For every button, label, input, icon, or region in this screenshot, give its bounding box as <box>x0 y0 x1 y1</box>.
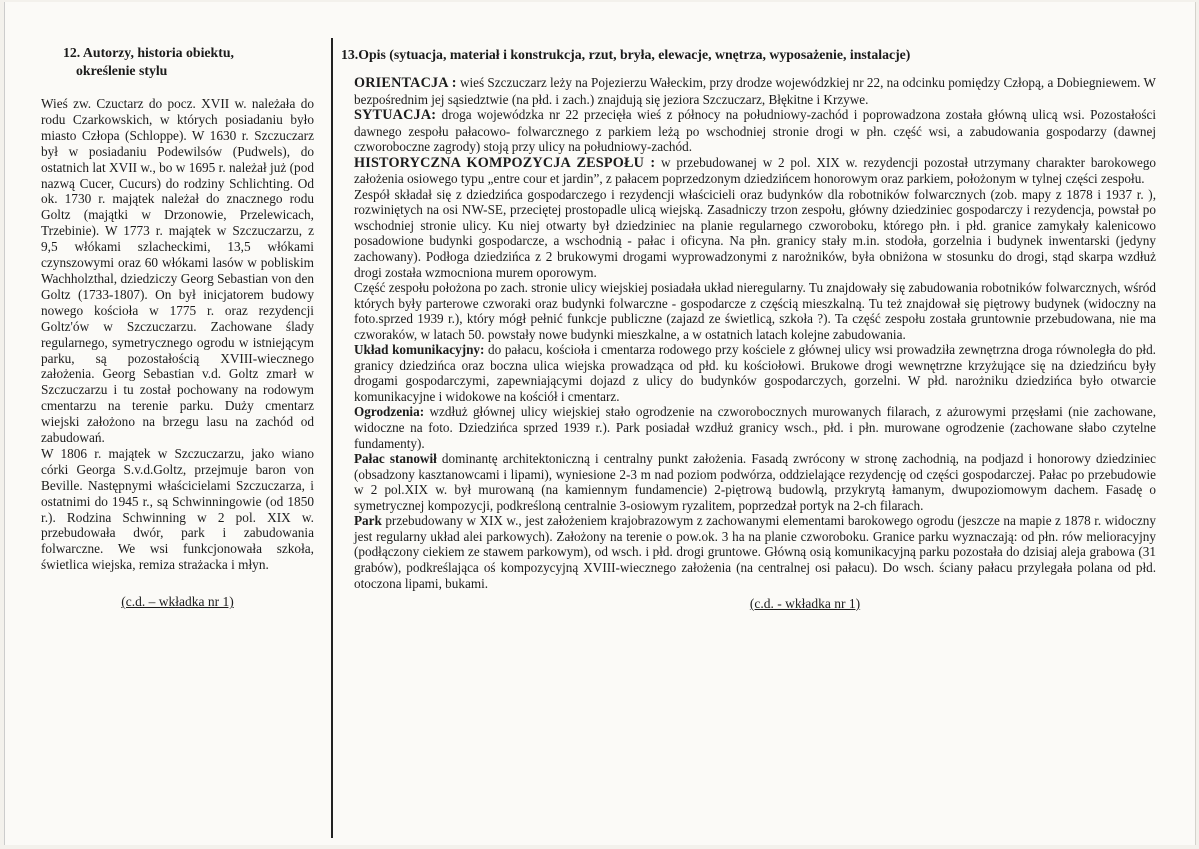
section-text: w przebudowanej w 2 pol. XIX w. rezydencji pozostał utrzymany charakter barokowego założenia osiowego typu „entre cour et jardin”, z pałacem poprzedzonym dziedzińcem honorowym oraz parkiem, położonym w tylnej części zespołu. <box>354 154 1157 187</box>
section-park <box>354 513 1156 591</box>
section-sytuacja <box>354 107 1156 155</box>
history-paragraph-1: Wieś zw. Czuctarz do pocz. XVII w. należała do rodu Czarkowskich, w których posiadaniu było miasto Człopa (Schloppe). W 1630 r. Szczuczarz był w posiadaniu Podewilsów (Pudwels), do ostatnich lat XVII w., bo w 1695 r. należał już (pod nazwą Cucer, Cucurs) do rodziny Schlichting. Od ok. 1730 r. majątek należał do znacznego rodu Goltz (majątki w Drzonowie, Przelewicach, Trzebinie). W 1773 r. majątek w Szczuczarzu, z 9,5 włókami szlacheckimi, 13,5 włókami czynszowymi oraz 60 włókami lasów w pobliskim Wachholzthal, dziedziczy Georg Sebastian von den Goltz (1733-1807). On był inicjatorem budowy nowego kościoła w 1775 r. oraz rezydencji Goltz'ów w Szczuczarzu. Zachowane ślady regularnego, symetrycznego ogrodu w istniejącym parku, są pozostałością XVIII-wiecznego założenia. Georg Sebastian v.d. Goltz zmarł w Szczuczarzu i tu został pochowany na rodowym cmentarzu na terenie parku. Duży cmentarz wiejski założono na brzegu lasu na zachód od zabudowań. <box>41 96 314 446</box>
section-label: HISTORYCZNA KOMPOZYCJA ZESPOŁU : <box>354 154 656 171</box>
section-czesc-zach <box>354 280 1156 342</box>
document-sheet <box>4 2 1196 845</box>
section-label: Układ komunikacyjny: <box>354 342 485 358</box>
right-continuation-note: (c.d. - wkładka nr 1) <box>749 596 861 612</box>
section-zespol <box>354 187 1156 280</box>
section-label: SYTUACJA: <box>354 107 437 124</box>
section-uklad <box>354 342 1156 404</box>
section-text: wzdłuż głównej ulicy wiejskiej stało ogrodzenie na czworobocznych murowanych filarach, z ażurowymi przęsłami (nie zachowane, widoczne na foto. Dziedzińca sprzed 1939 r.). Park posiadał wzdłuż granicy wsch., płd. i płn. murowane ogrodzenie (zachowane słabo czytelne fundamenty). <box>354 404 1156 451</box>
section-kompozycja <box>354 155 1156 187</box>
section-text: Część zespołu położona po zach. stronie ulicy wiejskiej posiadała układ nieregularny. Tu znajdowały się zabudowania robotników folwarcznych, wśród których były parterowe czworaki oraz budynki folwarczne - gospodarcze z częścią mieszkalną. Tu też znajdował się piętrowy budynek (widoczny na foto.sprzed 1939 r.), który mógł pełnić funkcje publiczne (zajazd ze świetlicą, szkoła ?). Ta część zespołu została gruntownie przebudowana, nie ma czworaków, w latach 50. powstały nowe budynki mieszkalne, a w ostatnich latach kolejne zabudowania. <box>354 280 1156 342</box>
section-label: ORIENTACJA : <box>354 75 457 91</box>
section-label: Park <box>354 513 382 529</box>
section-label: Pałac stanowił <box>354 451 437 467</box>
column-divider <box>331 38 333 838</box>
section-palac <box>354 451 1156 513</box>
section-orientacja <box>354 75 1156 107</box>
section-text: do pałacu, kościoła i cmentarza rodowego przy kościele z głównej ulicy wsi prowadziła zewnętrzna droga równoległa do płd. granicy dziedzińca oraz boczna ulica wiejska prowadząca od płd. ku kościołowi. Brukowe drogi wewnętrzne krzyżujące się na dziedzińcu były drogami gospodarczymi, zapewniającymi dojazd z ulicy do budynków gospodarczych, gorzelni. W płd. narożniku dziedzińca było otwarcie komunikacyjne i widokowe na kościół i cmentarz. <box>354 342 1156 404</box>
history-paragraph-2: W 1806 r. majątek w Szczuczarzu, jako wiano córki Georga S.v.d.Goltz, przejmuje baron von Beville. Następnymi właścicielami Szczuczarza, i ostatnimi do 1945 r., są Schwinningowie (od 1850 r.). Rodzina Schwinning w 2 pol. XIX w. przebudowała dwór, park i zabudowania folwarczne. We wsi funkcjonowała szkoła, świetlica wiejska, remiza strażacka i młyn. <box>41 445 314 573</box>
left-heading <box>41 44 314 80</box>
left-heading-line1: 12. Autorzy, historia obiektu, <box>63 45 234 60</box>
left-column <box>41 44 314 610</box>
section-text: dominantę architektoniczną i centralny punkt założenia. Fasadą zwrócony w stronę zachodnią, na podjazd i honorowy dziedziniec (obsadzony kasztanowcami i lipami), wyniesione 2-3 m nad poziom podwórza, oddzielające rezydencję od części gospodarczej. Pałac po przebudowie w 2 pol.XIX w. był murowaną (na kamiennym fundamencie) 2-piętrową budowlą, przykrytą łamanym, dwupoziomowym dachem. Fasadę o symetrycznej kompozycji, podkreśloną centralnie 3-osiowym ryzalitem, poprzedzał portyk na 2-ch filarach. <box>354 451 1156 513</box>
section-text: Zespół składał się z dziedzińca gospodarczego i rezydencji właścicieli oraz budynków dla robotników folwarcznych (zob. mapy z 1878 i 1937 r. ), rozwiniętych na osi NW-SE, przeciętej prostopadle ulicą wiejską. Zasadniczy trzon zespołu, główny dziedziniec gospodarczy i rezydencja, powstał po wschodniej stronie ulicy. Ku niej otwarty był dziedziniec na planie regularnego czworoboku, którego płn. i płd. granice zamykały kalenicowo posadowione budynki gospodarcze, a wschodnią - pałac i oficyna. Na płn. granicy stały m.in. stodoła, gorzelnia i budynek inwentarski (jedyny zachowany). Podłoga dziedzińca z 2 brukowymi drogami wyprowadzonymi z narożników, była obniżona w stosunku do drogi, stąd skarpa wzdłuż drogi została wzmocniona murem oporowym. <box>354 186 1156 280</box>
left-continuation-note: (c.d. – wkładka nr 1) <box>121 594 234 610</box>
section-text: droga wojewódzka nr 22 przecięła wieś z północy na południowy-zachód i poprowadzona została główną ulicą wsi. Pozostałości dawnego zespołu pałacowo- folwarcznego z parkiem leżą po wschodniej stronie drogi w płn. część wsi, a zabudowania gospodarzy (dawnej czworoboczne zagrody) stoją przy ulicy na południowy-zachód. <box>354 107 1156 155</box>
right-column <box>341 46 1156 612</box>
section-text: wieś Szczuczarz leży na Pojezierzu Wałeckim, przy drodze wojewódzkiej nr 22, na odcinku pomiędzy Człopą, a Dobiegniewem. W bezpośrednim jej sąsiedztwie (na płd. i zach.) znajdują się jeziora Szczuczarz, Błękitne i Krzywe. <box>354 75 1156 107</box>
left-heading-line2: określenie stylu <box>76 63 168 78</box>
description-body <box>341 75 1156 612</box>
section-label: Ogrodzenia: <box>354 404 425 420</box>
section-text: przebudowany w XIX w., jest założeniem krajobrazowym z zachowanymi elementami barokowego ogrodu (jeszcze na mapie z 1878 r. widoczny jest regularny układ alei parkowych). Założony na terenie o pow.ok. 3 ha na planie czworoboku. Granice parku wyznaczają: od płn. rów melioracyjny (podłączony ciekiem ze stawem parkowym), od wsch. i płd. drogi gruntowe. Główną osią komunikacyjną parku pozostała do dzisiaj aleja grabowa (31 grabów), podkreślająca oś kompozycyjną XVIII-wiecznego założenia (na centralnej osi pałacu). Do wsch. ściany pałacu przylegała polana od płd. otoczona lipami, bukami. <box>354 513 1156 591</box>
section-ogrodzenia <box>354 404 1156 451</box>
right-heading: 13.Opis (sytuacja, materiał i konstrukcja, rzut, bryła, elewacje, wnętrza, wyposażenie, instalacje) <box>341 47 911 62</box>
